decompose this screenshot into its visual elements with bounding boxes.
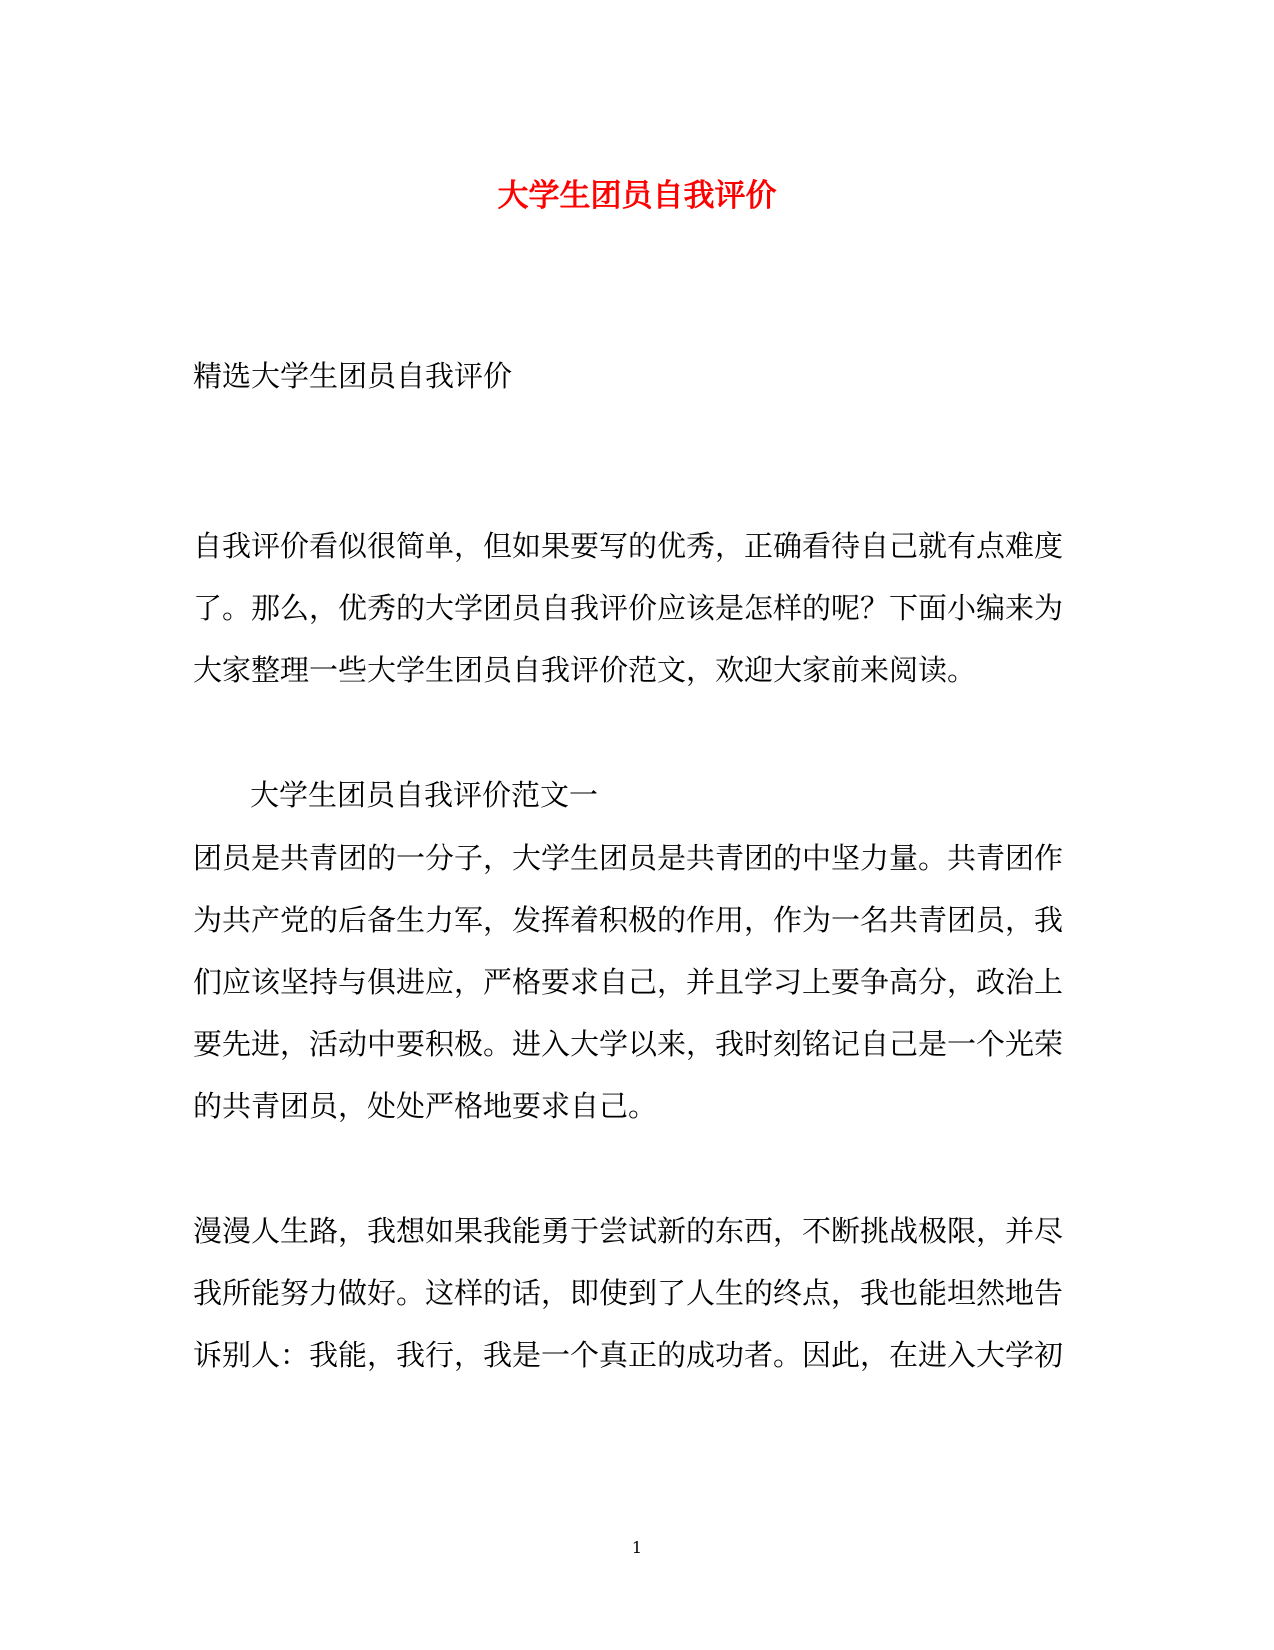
paragraph-line: 我所能努力做好。这样的话，即使到了人生的终点，我也能坦然地告	[193, 1276, 1064, 1310]
document-title: 大学生团员自我评价	[497, 178, 777, 214]
page-number: 1	[631, 1538, 643, 1557]
paragraph-line: 团员是共青团的一分子，大学生团员是共青团的中坚力量。共青团作	[193, 841, 1064, 875]
intro-line: 大家整理一些大学生团员自我评价范文，欢迎大家前来阅读。	[193, 653, 977, 687]
paragraph-line: 漫漫人生路，我想如果我能勇于尝试新的东西，不断挑战极限，并尽	[193, 1214, 1064, 1248]
paragraph-line: 们应该坚持与俱进应，严格要求自己，并且学习上要争高分，政治上	[193, 965, 1064, 999]
paragraph-line: 诉别人：我能，我行，我是一个真正的成功者。因此，在进入大学初	[193, 1338, 1064, 1372]
paragraph-line: 为共产党的后备生力军，发挥着积极的作用，作为一名共青团员，我	[193, 903, 1064, 937]
paragraph-line: 的共青团员，处处严格地要求自己。	[193, 1089, 658, 1123]
intro-line: 了。那么，优秀的大学团员自我评价应该是怎样的呢？下面小编来为	[193, 591, 1064, 625]
intro-line: 自我评价看似很简单，但如果要写的优秀，正确看待自己就有点难度	[193, 529, 1064, 563]
document-subtitle: 精选大学生团员自我评价	[193, 359, 513, 393]
paragraph-line: 要先进，活动中要积极。进入大学以来，我时刻铭记自己是一个光荣	[193, 1027, 1064, 1061]
section-heading: 大学生团员自我评价范文一	[250, 778, 599, 812]
